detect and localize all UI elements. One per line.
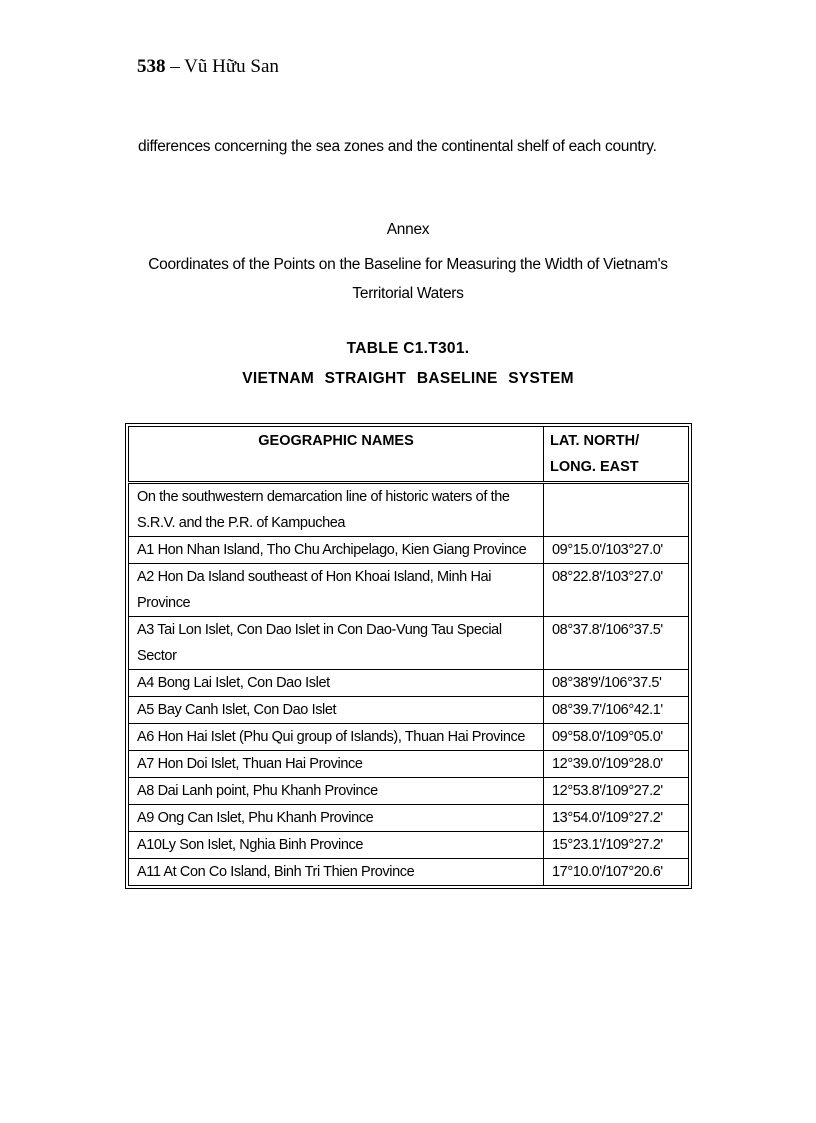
coordinate-cell: 08°38'9'/106°37.5': [544, 670, 689, 697]
geographic-name-cell: A10Ly Son Islet, Nghia Binh Province: [129, 832, 544, 859]
geographic-name-cell: A1 Hon Nhan Island, Tho Chu Archipelago, Kien Giang Province: [129, 537, 544, 564]
coordinate-cell: 17°10.0'/107°20.6': [544, 859, 689, 886]
table-row: [129, 859, 689, 886]
table-body: [129, 483, 689, 886]
table-row: [129, 832, 689, 859]
table-row: [129, 564, 689, 617]
coordinate-cell: 08°22.8'/103°27.0': [544, 564, 689, 617]
baseline-table: [128, 426, 689, 886]
table-row: [129, 778, 689, 805]
table-row: [129, 617, 689, 670]
table-row: [129, 751, 689, 778]
column-header-coords: LAT. NORTH/ LONG. EAST: [544, 427, 689, 483]
table-row: [129, 537, 689, 564]
page-header: [137, 56, 279, 78]
geographic-name-cell: On the southwestern demarcation line of historic waters of the S.R.V. and the P.R. of Kampuchea: [129, 483, 544, 537]
table-row: [129, 724, 689, 751]
geographic-name-cell: A9 Ong Can Islet, Phu Khanh Province: [129, 805, 544, 832]
geographic-name-cell: A11 At Con Co Island, Binh Tri Thien Province: [129, 859, 544, 886]
table-frame: [125, 423, 692, 889]
author-name: Vũ Hữu San: [184, 56, 279, 77]
coordinate-cell: [544, 483, 689, 537]
geographic-name-cell: A2 Hon Da Island southeast of Hon Khoai Island, Minh Hai Province: [129, 564, 544, 617]
coordinate-cell: 08°39.7'/106°42.1': [544, 697, 689, 724]
table-row: [129, 805, 689, 832]
coordinate-cell: 08°37.8'/106°37.5': [544, 617, 689, 670]
annex-title: Annex: [386, 221, 430, 238]
geographic-name-cell: A3 Tai Lon Islet, Con Dao Islet in Con Dao-Vung Tau Special Sector: [129, 617, 544, 670]
table-header-row: [129, 427, 689, 483]
header-separator: –: [165, 56, 185, 77]
table-row: [129, 670, 689, 697]
geographic-name-cell: A7 Hon Doi Islet, Thuan Hai Province: [129, 751, 544, 778]
coordinate-cell: 12°53.8'/109°27.2': [544, 778, 689, 805]
column-header-names: GEOGRAPHIC NAMES: [129, 427, 544, 483]
table-row: [129, 483, 689, 537]
page-number: 538: [137, 56, 166, 77]
geographic-name-cell: A5 Bay Canh Islet, Con Dao Islet: [129, 697, 544, 724]
table-title: TABLE C1.T301.: [346, 340, 470, 357]
coordinate-cell: 13°54.0'/109°27.2': [544, 805, 689, 832]
table-subtitle: VIETNAM STRAIGHT BASELINE SYSTEM: [242, 370, 574, 387]
coordinate-cell: 15°23.1'/109°27.2': [544, 832, 689, 859]
coordinate-cell: 09°15.0'/103°27.0': [544, 537, 689, 564]
table-row: [129, 697, 689, 724]
geographic-name-cell: A6 Hon Hai Islet (Phu Qui group of Islands), Thuan Hai Province: [129, 724, 544, 751]
body-paragraph: differences concerning the sea zones and the continental shelf of each country.: [138, 138, 657, 155]
annex-subtitle: Coordinates of the Points on the Baseline for Measuring the Width of Vietnam's Territorial Waters: [148, 256, 668, 302]
geographic-name-cell: A4 Bong Lai Islet, Con Dao Islet: [129, 670, 544, 697]
coordinate-cell: 12°39.0'/109°28.0': [544, 751, 689, 778]
coordinate-cell: 09°58.0'/109°05.0': [544, 724, 689, 751]
geographic-name-cell: A8 Dai Lanh point, Phu Khanh Province: [129, 778, 544, 805]
